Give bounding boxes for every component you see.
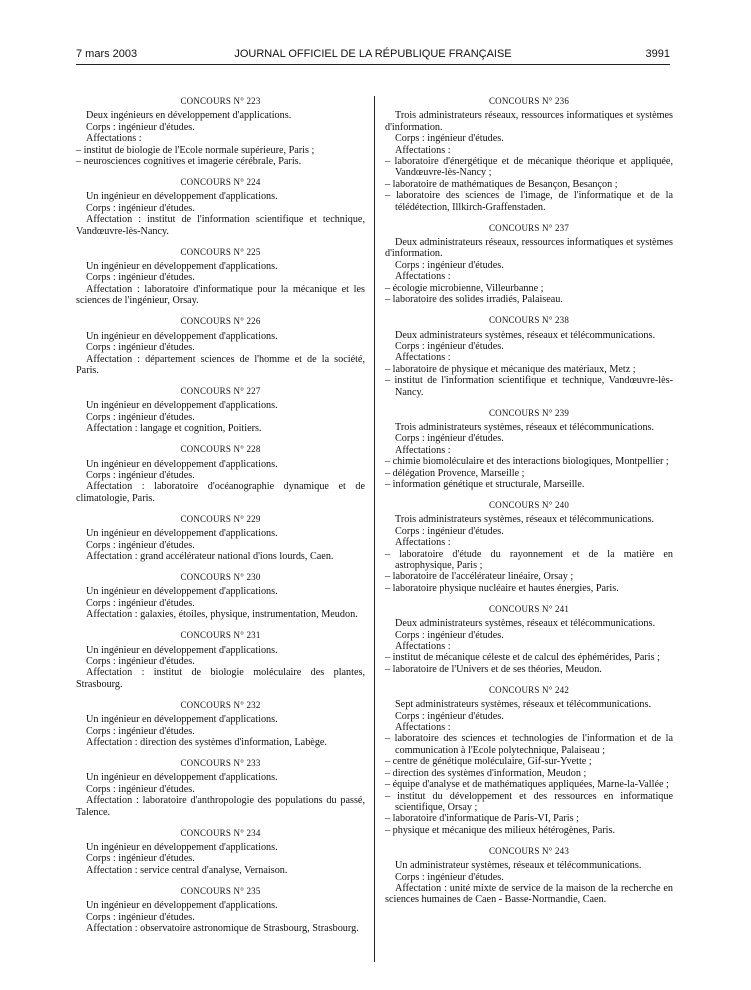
concours-heading: CONCOURS N° 229 <box>180 513 261 524</box>
corps-line: Corps : ingénieur d'études. <box>395 340 504 352</box>
corps-line: Corps : ingénieur d'études. <box>86 783 195 795</box>
concours-heading: CONCOURS N° 233 <box>180 758 261 769</box>
journal-title: JOURNAL OFFICIEL DE LA RÉPUBLIQUE FRANÇAISE <box>234 48 512 60</box>
affectation-line: Affectation : observatoire astronomique de Strasbourg, Strasbourg. <box>86 923 359 935</box>
affectation-list <box>385 156 673 213</box>
corps-line: Corps : ingénieur d'études. <box>86 121 195 133</box>
corps-line: Corps : ingénieur d'études. <box>395 133 504 145</box>
concours-heading: CONCOURS N° 237 <box>488 222 570 233</box>
concours-heading: CONCOURS N° 225 <box>180 246 261 257</box>
affectation-item: – laboratoire d'informatique de Paris-VI, Paris ; <box>385 813 673 824</box>
affectation-item: – institut du développement et des ressources en informatique scientifique, Orsay ; <box>385 791 673 814</box>
concours-block <box>385 315 673 398</box>
concours-heading: CONCOURS N° 238 <box>488 315 570 326</box>
concours-block <box>76 96 365 167</box>
corps-line: Corps : ingénieur d'études. <box>86 411 195 423</box>
concours-intro: Trois administrateurs systèmes, réseaux et télécommunications. <box>395 421 655 433</box>
affectation-item: – information génétique et structurale, Marseille. <box>385 479 673 490</box>
affectation-item: – laboratoire de mathématiques de Besançon, Besançon ; <box>385 179 673 190</box>
corps-line: Corps : ingénieur d'études. <box>86 597 195 609</box>
corps-line: Corps : ingénieur d'études. <box>86 656 195 667</box>
concours-block <box>385 846 673 906</box>
concours-block <box>76 247 365 307</box>
affectation-line: Affectation : institut de l'information scientifique et technique, Vandœuvre-lès-Nancy. <box>76 214 365 237</box>
concours-intro: Trois administrateurs réseaux, ressources informatiques et systèmes d'information. <box>385 110 673 133</box>
corps-line: Corps : ingénieur d'études. <box>395 433 504 445</box>
concours-heading: CONCOURS N° 228 <box>180 444 261 455</box>
concours-block <box>385 685 673 836</box>
affectation-item: – laboratoire d'énergétique et de mécanique théorique et appliquée, Vandœuvre-lès-Nancy ; <box>385 156 673 179</box>
affectation-item: – chimie biomoléculaire et des interactions biologiques, Montpellier ; <box>385 456 673 467</box>
affectation-line: Affectation : langage et cognition, Poitiers. <box>86 423 262 435</box>
corps-line: Corps : ingénieur d'études. <box>86 725 195 737</box>
affectation-line: Affectation : département sciences de l'homme et de la société, Paris. <box>76 353 365 376</box>
affectations-label: Affectations : <box>395 537 451 549</box>
column-divider <box>374 96 375 962</box>
page-header <box>76 48 670 62</box>
concours-intro: Un ingénieur en développement d'applications. <box>86 400 278 412</box>
affectation-list <box>385 364 673 398</box>
concours-intro: Deux administrateurs systèmes, réseaux et télécommunications. <box>395 329 655 341</box>
affectations-label: Affectations : <box>395 641 451 653</box>
right-column <box>385 96 673 915</box>
affectation-item: – laboratoire de l'accélérateur linéaire, Orsay ; <box>385 571 673 582</box>
concours-intro: Un ingénieur en développement d'applications. <box>86 714 278 726</box>
affectations-label: Affectations : <box>395 144 451 156</box>
corps-line: Corps : ingénieur d'études. <box>395 710 504 722</box>
affectation-line: Affectation : laboratoire d'océanographie dynamique et de climatologie, Paris. <box>76 481 365 504</box>
concours-block <box>76 316 365 376</box>
concours-intro: Un administrateur systèmes, réseaux et télécommunications. <box>395 860 642 872</box>
corps-line: Corps : ingénieur d'études. <box>86 202 195 214</box>
affectations-label: Affectations : <box>395 722 451 734</box>
page-number: 3991 <box>645 48 670 60</box>
affectation-list <box>385 283 673 306</box>
concours-block <box>385 408 673 491</box>
affectation-list <box>385 456 673 490</box>
concours-heading: CONCOURS N° 223 <box>180 96 261 106</box>
affectation-item: – laboratoire de physique et mécanique des matériaux, Metz ; <box>385 364 673 375</box>
affectation-item: – institut de l'information scientifique et technique, Vandœuvre-lès-Nancy. <box>385 375 673 398</box>
concours-block <box>76 572 365 621</box>
concours-intro: Un ingénieur en développement d'applications. <box>86 772 278 784</box>
affectation-line: Affectation : unité mixte de service de la maison de la recherche en sciences humaines de Caen - Basse-Normandie, Caen. <box>385 882 673 906</box>
concours-block <box>76 386 365 435</box>
concours-intro: Sept administrateurs systèmes, réseaux et télécommunications. <box>395 699 652 711</box>
corps-line: Corps : ingénieur d'études. <box>395 871 504 883</box>
corps-line: Corps : ingénieur d'études. <box>86 853 195 865</box>
affectation-item: – institut de biologie de l'Ecole normale supérieure, Paris ; <box>76 145 365 156</box>
concours-intro: Un ingénieur en développement d'applications. <box>86 528 278 540</box>
affectation-list <box>385 652 673 675</box>
affectations-label: Affectations : <box>395 444 451 456</box>
affectation-line: Affectation : institut de biologie moléculaire des plantes, Strasbourg. <box>76 667 365 690</box>
affectation-item: – neurosciences cognitives et imagerie cérébrale, Paris. <box>76 156 365 167</box>
affectation-item: – physique et mécanique des milieux hétérogènes, Paris. <box>385 825 673 836</box>
affectation-item: – laboratoire des solides irradiés, Palaiseau. <box>385 294 673 305</box>
corps-line: Corps : ingénieur d'études. <box>395 259 504 271</box>
corps-line: Corps : ingénieur d'études. <box>86 272 195 284</box>
affectation-item: – laboratoire physique nucléaire et hautes énergies, Paris. <box>385 583 673 594</box>
concours-heading: CONCOURS N° 224 <box>180 177 261 188</box>
concours-intro: Deux administrateurs réseaux, ressources informatiques et systèmes d'information. <box>385 237 673 260</box>
concours-intro: Un ingénieur en développement d'applications. <box>86 458 278 470</box>
concours-intro: Un ingénieur en développement d'applications. <box>86 586 278 598</box>
concours-heading: CONCOURS N° 239 <box>488 407 570 418</box>
affectation-item: – direction des systèmes d'information, Meudon ; <box>385 768 673 779</box>
concours-heading: CONCOURS N° 226 <box>180 316 261 327</box>
corps-line: Corps : ingénieur d'études. <box>395 629 504 641</box>
concours-block <box>385 604 673 675</box>
concours-intro: Un ingénieur en développement d'applications. <box>86 644 278 656</box>
concours-heading: CONCOURS N° 236 <box>488 96 570 106</box>
concours-intro: Deux ingénieurs en développement d'applications. <box>86 110 292 122</box>
concours-block <box>76 758 365 818</box>
affectation-line: Affectation : galaxies, étoiles, physique, instrumentation, Meudon. <box>86 609 358 621</box>
concours-heading: CONCOURS N° 240 <box>488 499 570 510</box>
concours-heading: CONCOURS N° 242 <box>488 684 570 695</box>
concours-intro: Un ingénieur en développement d'applications. <box>86 330 278 342</box>
concours-block <box>76 828 365 877</box>
affectation-list <box>385 549 673 595</box>
affectation-line: Affectation : laboratoire d'anthropologie des populations du passé, Talence. <box>76 795 365 818</box>
corps-line: Corps : ingénieur d'études. <box>395 525 504 537</box>
concours-heading: CONCOURS N° 232 <box>180 699 261 710</box>
affectation-item: – laboratoire des sciences et technologies de l'information et de la communication à l'Ecole polytechnique, Palaiseau ; <box>385 733 673 756</box>
affectation-list <box>385 733 673 836</box>
affectation-line: Affectation : service central d'analyse, Vernaison. <box>86 864 288 876</box>
concours-intro: Deux administrateurs systèmes, réseaux et télécommunications. <box>395 618 655 630</box>
corps-line: Corps : ingénieur d'études. <box>86 911 195 923</box>
concours-heading: CONCOURS N° 227 <box>180 385 261 396</box>
concours-block <box>76 700 365 749</box>
affectation-item: – laboratoire d'étude du rayonnement et de la matière en astrophysique, Paris ; <box>385 549 673 572</box>
concours-block <box>385 96 673 213</box>
concours-heading: CONCOURS N° 230 <box>180 571 261 582</box>
concours-heading: CONCOURS N° 243 <box>488 845 570 856</box>
corps-line: Corps : ingénieur d'études. <box>86 469 195 481</box>
header-rule <box>76 64 670 65</box>
concours-block <box>76 444 365 504</box>
affectations-label: Affectations : <box>395 271 451 283</box>
affectation-item: – institut de mécanique céleste et de calcul des éphémérides, Paris ; <box>385 652 673 663</box>
concours-block <box>385 500 673 594</box>
concours-intro: Trois administrateurs systèmes, réseaux et télécommunications. <box>395 514 655 526</box>
left-column <box>76 96 365 944</box>
affectations-label: Affectations : <box>86 133 142 145</box>
corps-line: Corps : ingénieur d'études. <box>86 342 195 354</box>
affectation-item: – écologie microbienne, Villeurbanne ; <box>385 283 673 294</box>
concours-heading: CONCOURS N° 234 <box>180 827 261 838</box>
concours-block <box>76 630 365 690</box>
concours-heading: CONCOURS N° 241 <box>488 603 570 614</box>
concours-intro: Un ingénieur en développement d'applications. <box>86 900 278 912</box>
concours-block <box>76 177 365 237</box>
concours-block <box>385 223 673 306</box>
concours-intro: Un ingénieur en développement d'applications. <box>86 191 278 203</box>
concours-heading: CONCOURS N° 235 <box>180 885 261 896</box>
affectation-item: – centre de génétique moléculaire, Gif-sur-Yvette ; <box>385 756 673 767</box>
affectation-line: Affectation : direction des systèmes d'information, Labège. <box>86 737 327 749</box>
affectations-label: Affectations : <box>395 352 451 364</box>
corps-line: Corps : ingénieur d'études. <box>86 539 195 551</box>
concours-heading: CONCOURS N° 231 <box>180 630 261 641</box>
affectation-list <box>76 145 365 168</box>
concours-intro: Un ingénieur en développement d'applications. <box>86 842 278 854</box>
affectation-item: – laboratoire des sciences de l'image, de l'informatique et de la télédétection, Illkirch-Graffenstaden. <box>385 190 673 213</box>
affectation-item: – laboratoire de l'Univers et de ses théories, Meudon. <box>385 664 673 675</box>
concours-block <box>76 514 365 563</box>
affectation-line: Affectation : grand accélérateur national d'ions lourds, Caen. <box>86 550 334 562</box>
header-date: 7 mars 2003 <box>76 48 138 60</box>
affectation-item: – délégation Provence, Marseille ; <box>385 468 673 479</box>
concours-block <box>76 886 365 935</box>
affectation-item: – équipe d'analyse et de mathématiques appliquées, Marne-la-Vallée ; <box>385 779 673 790</box>
concours-intro: Un ingénieur en développement d'applications. <box>86 261 278 273</box>
affectation-line: Affectation : laboratoire d'informatique pour la mécanique et les sciences de l'ingénieur, Orsay. <box>76 283 365 307</box>
